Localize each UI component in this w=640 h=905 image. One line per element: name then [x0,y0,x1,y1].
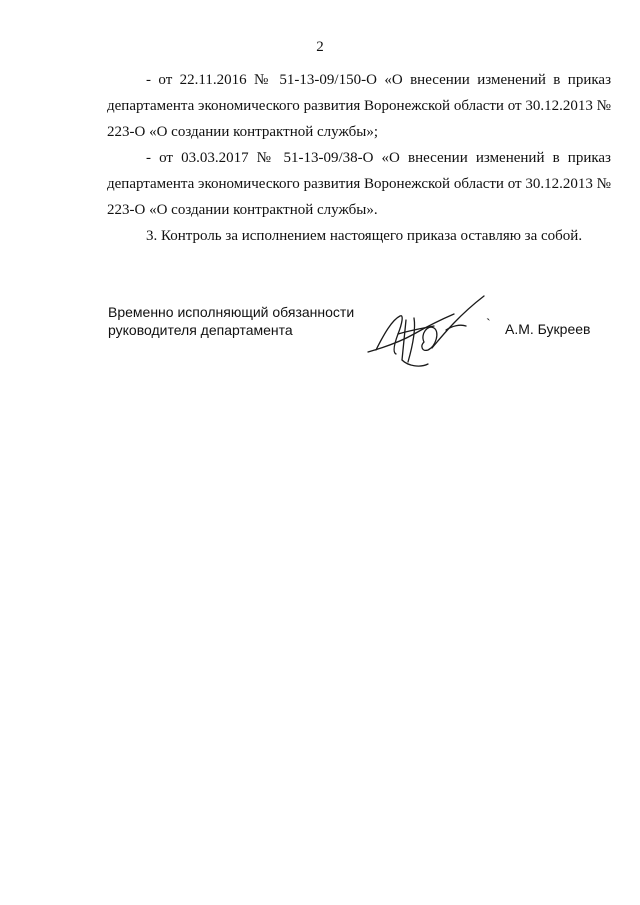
list-item-amendment-2 [107,145,611,223]
list-item-line: - от 22.11.2016 № 51-13-09/150-О «О внесении изменений в приказ [146,72,611,88]
control-clause-text: 3. Контроль за исполнением настоящего приказа оставляю за собой. [146,228,583,244]
list-item-line: - от 03.03.2017 № 51-13-09/38-О «О внесении изменений в приказ [146,150,611,166]
signatory-name: А.М. Букреев [505,321,591,337]
control-clause [107,223,611,249]
signatory-position-line-1: Временно исполняющий обязанности [108,304,355,320]
list-item-amendment-1 [107,67,611,145]
page-number: 2 [316,39,324,55]
list-item-continuation: департамента экономического развития Воронежской области от 30.12.2013 № 223-О «О создании контрактной службы»; [107,98,611,140]
list-item-continuation: департамента экономического развития Воронежской области от 30.12.2013 № 223-О «О создании контрактной службы». [107,176,611,218]
signatory-position-line-2: руководителя департамента [108,322,293,338]
handwritten-signature [362,290,492,375]
tick-mark: ` [486,317,491,332]
